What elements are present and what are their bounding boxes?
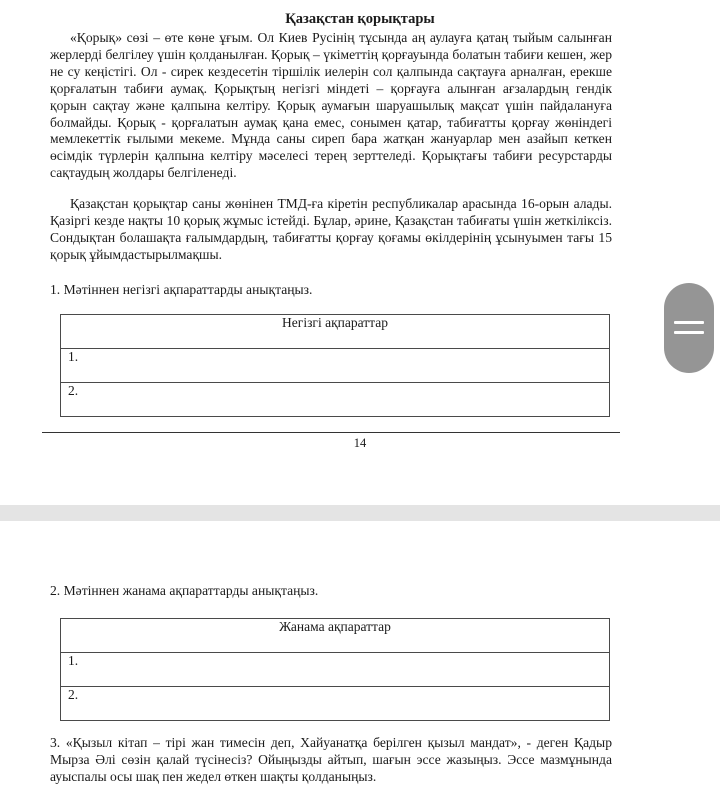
secondary-info-table [60,618,610,721]
table-header: Жанама ақпараттар [61,619,610,653]
paragraph-1: «Қорық» сөзі – өте көне ұғым. Ол Киев Русінің тұсында аң аулауға қатаң тыйым салынған жерлерді белгілеу үшін қолданылған. Қорық – үкіметтің қорғауында болатын табиғи кешен, жер не су кеңістігі. Ол - сирек кездесетін тіршілік иелерін сол қалпында сақтауға арналған, ерекше қорғалатын табиғи аумақ. Қорықтың негізгі міндеті – қорғауға алынған ағзалардың гендік қорын сақтау және қалпына келтіру. Қорық аумағын шаруашылық мақсат үшін пайдалануға болмайды. Қорық - қорғалатын аумақ қана емес, сонымен қатар, табиғатты қорғау жөніндегі мемлекеттік ғылыми мекеме. Мұнда саны сиреп бара жатқан жануарлар мен азайып кеткен өсімдік түрлерін қалпына келтіру мәселесі терең зерттеледі. Қорықтағы табиғи ресурстарды сақтаудың жолдары белгіленеді. [50,30,612,181]
table-header: Негізгі ақпараттар [61,315,610,349]
footer-divider [42,432,620,433]
menu-handle-button[interactable] [664,283,714,373]
question-2: 2. Мәтіннен жанама ақпараттарды анықтаңыз. [50,583,319,598]
document-page-2 [0,521,720,792]
page-separator [0,505,720,521]
question-3: 3. «Қызыл кітап – тірі жан тимесін деп, Хайуанатқа берілген қызыл мандат», - деген Қадыр Мырза Әлі сөзін қалай түсінесіз? Ойыңызды айтып, шағын эссе жазыңыз. Эссе мазмұнында ауыспалы осы шақ пен жедел өткен шақты қолданыңыз. [50,735,612,784]
question-1: 1. Мәтіннен негізгі ақпараттарды анықтаңыз. [50,282,313,297]
table-row[interactable]: 1. [61,653,610,687]
paragraph-2: Қазақстан қорықтар саны жөнінен ТМД-ға кіретін республикалар арасында 16-орын алады. Қазіргі кезде нақты 10 қорық жұмыс істейді. Бұлар, әрине, Қазақстан табиғаты үшін жеткіліксіз. Сондықтан болашақта ғалымдардың, табиғатты қорғау қоғамы өкілдерінің ұсынуымен тағы 15 қорық ұйымдастырылмақшы. [50,196,612,262]
main-info-table [60,314,610,417]
table-row[interactable]: 2. [61,383,610,417]
table-row[interactable]: 2. [61,687,610,721]
page-number: 14 [353,436,367,450]
document-title: Қазақстан қорықтары [285,11,435,27]
table-row[interactable]: 1. [61,349,610,383]
